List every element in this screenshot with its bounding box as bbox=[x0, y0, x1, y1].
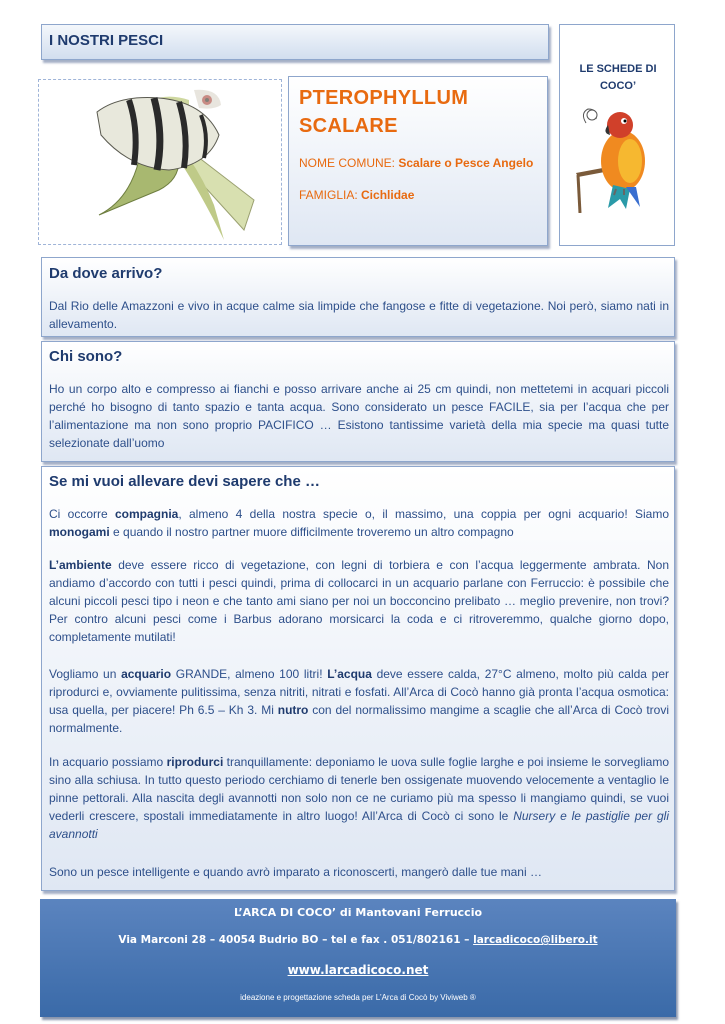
text-span: tranquillamente: deponiamo le uova sulle foglie larghe e poi insieme le sorvegliamo sino alla schiusa. In tutto questo periodo cerchiamo di tenerle ben ossigenate muovendo velocemente a ventaglio le pinne pettorali. Alla nascita degli avannotti non solo non ce ne curiamo più ma spesso li mangiamo quindi, se vuoi vederli crescere, spostali immediatamente in altro luogo! All’Arca di Cocò ci sono le bbox=[49, 755, 669, 823]
bold-span: nutro bbox=[277, 703, 309, 717]
bold-span: riprodurci bbox=[166, 755, 224, 769]
breeding-paragraph-closing: Sono un pesce intelligente e quando avrò imparato a riconoscerti, mangerò dalle tue mani … bbox=[49, 865, 542, 879]
coco-title-line1: LE SCHEDE DI bbox=[579, 63, 657, 75]
coco-title-line2: COCO’ bbox=[599, 80, 637, 92]
common-name-label: NOME COMUNE: bbox=[299, 156, 399, 170]
species-name-line1: PTEROPHYLLUM bbox=[299, 87, 469, 109]
section-who-text: Ho un corpo alto e compresso ai fianchi e posso arrivare anche ai 25 cm quindi, non mettetemi in acquari piccoli perché ho bisogno di tanto spazio e tanta acqua. Sono considerato un pesce FACILE, sia per l’acqua che per l’alimentazione ma non sono proprio PACIFICO … Esistono tantissime varietà della mia specie ma quasi tutte selezionate dall’uomo bbox=[49, 382, 669, 450]
family-label: FAMIGLIA: bbox=[299, 188, 362, 202]
bold-span: L’ambiente bbox=[49, 558, 112, 572]
text-span: con del normalissimo mangime a scaglie che all’Arca di Cocò trovi normalmente. bbox=[49, 703, 669, 735]
section-origin-title: Da dove arrivo? bbox=[49, 265, 163, 282]
bold-span: monogami bbox=[49, 525, 110, 539]
page-title: I NOSTRI PESCI bbox=[49, 32, 164, 49]
footer-email-link[interactable]: larcadicoco@libero.it bbox=[473, 934, 598, 946]
text-span: In acquario possiamo bbox=[49, 755, 167, 769]
bold-span: acquario bbox=[121, 667, 172, 681]
italic-span: Nursery e le pastiglie per gli avannotti bbox=[49, 809, 669, 841]
footer-address bbox=[40, 934, 676, 946]
species-name-line2: SCALARE bbox=[299, 115, 398, 137]
text-span: GRANDE, almeno 100 litri! bbox=[171, 667, 328, 681]
coco-card bbox=[559, 24, 675, 246]
section-origin-text: Dal Rio delle Amazzoni e vivo in acque calme sia limpide che fangose e fitte di vegetazione. Noi però, siamo nati in allevamento. bbox=[49, 299, 669, 331]
breeding-paragraph-environment bbox=[49, 556, 669, 646]
section-who bbox=[41, 341, 675, 462]
text-span: Vogliamo un bbox=[49, 667, 122, 681]
footer-website-link[interactable]: www.larcadicoco.net bbox=[287, 963, 429, 977]
bold-span: L’acqua bbox=[327, 667, 372, 681]
breeding-paragraph-company bbox=[49, 505, 669, 541]
angelfish-image bbox=[39, 80, 281, 244]
coco-title bbox=[560, 61, 676, 95]
footer-credit: ideazione e progettazione scheda per L’Arca di Cocò by Viviweb ® bbox=[240, 993, 476, 1002]
section-breeding bbox=[41, 466, 675, 891]
common-name-value: Scalare o Pesce Angelo bbox=[398, 156, 534, 170]
family-value: Cichlidae bbox=[361, 188, 415, 202]
header-box bbox=[41, 24, 549, 60]
section-who-title: Chi sono? bbox=[49, 348, 123, 365]
text-span: e quando il nostro partner muore difficilmente troveremo un altro compagno bbox=[109, 525, 514, 539]
breeding-paragraph-aquarium bbox=[49, 665, 669, 737]
footer-company: L’ARCA DI COCO’ di Mantovani Ferruccio bbox=[233, 906, 483, 919]
species-info-box bbox=[288, 76, 548, 246]
section-breeding-title: Se mi vuoi allevare devi sapere che … bbox=[49, 473, 320, 490]
bold-span: compagnia bbox=[114, 507, 179, 521]
breeding-paragraph-reproduction bbox=[49, 753, 669, 843]
family bbox=[299, 188, 414, 202]
common-name bbox=[299, 156, 533, 170]
parrot-illustration bbox=[568, 103, 668, 213]
fish-image-frame bbox=[38, 79, 282, 245]
footer-address-text: Via Marconi 28 – 40054 Budrio BO – tel e fax . 051/802161 – bbox=[118, 934, 474, 946]
footer bbox=[40, 899, 676, 1017]
section-origin bbox=[41, 257, 675, 337]
text-span: Ci occorre bbox=[49, 507, 115, 521]
text-span: deve essere calda, 27°C almeno, molto più calda per riprodurci e, ovviamente pulitissima, senza nitriti, nitrati e fosfati. All’Arca di Cocò hanno già pronta l’acqua osmotica: usa quella, per piacere! Ph 6.5 – Kh 3. Mi bbox=[49, 667, 669, 717]
text-span: , almeno 4 della nostra specie o, il massimo, una coppia per ogni acquario! Siamo bbox=[178, 507, 670, 521]
text-span: deve essere ricco di vegetazione, con legni di torbiera e con l’acqua leggermente ambrata. Non andiamo d’accordo con tutti i pesci quindi, prima di collocarci in un acquario parlane con Ferruccio: è possibile che alcuni piccoli pesci tipo i neon e che tanto ami siano per noi un bocconcino prelibato … meglio prevenire, non trovi? Per contro alcuni pesci come i Barbus adorano morsicarci la coda e ci ritroveremmo, qualche giorno dopo, completamente mutilati! bbox=[49, 558, 669, 644]
